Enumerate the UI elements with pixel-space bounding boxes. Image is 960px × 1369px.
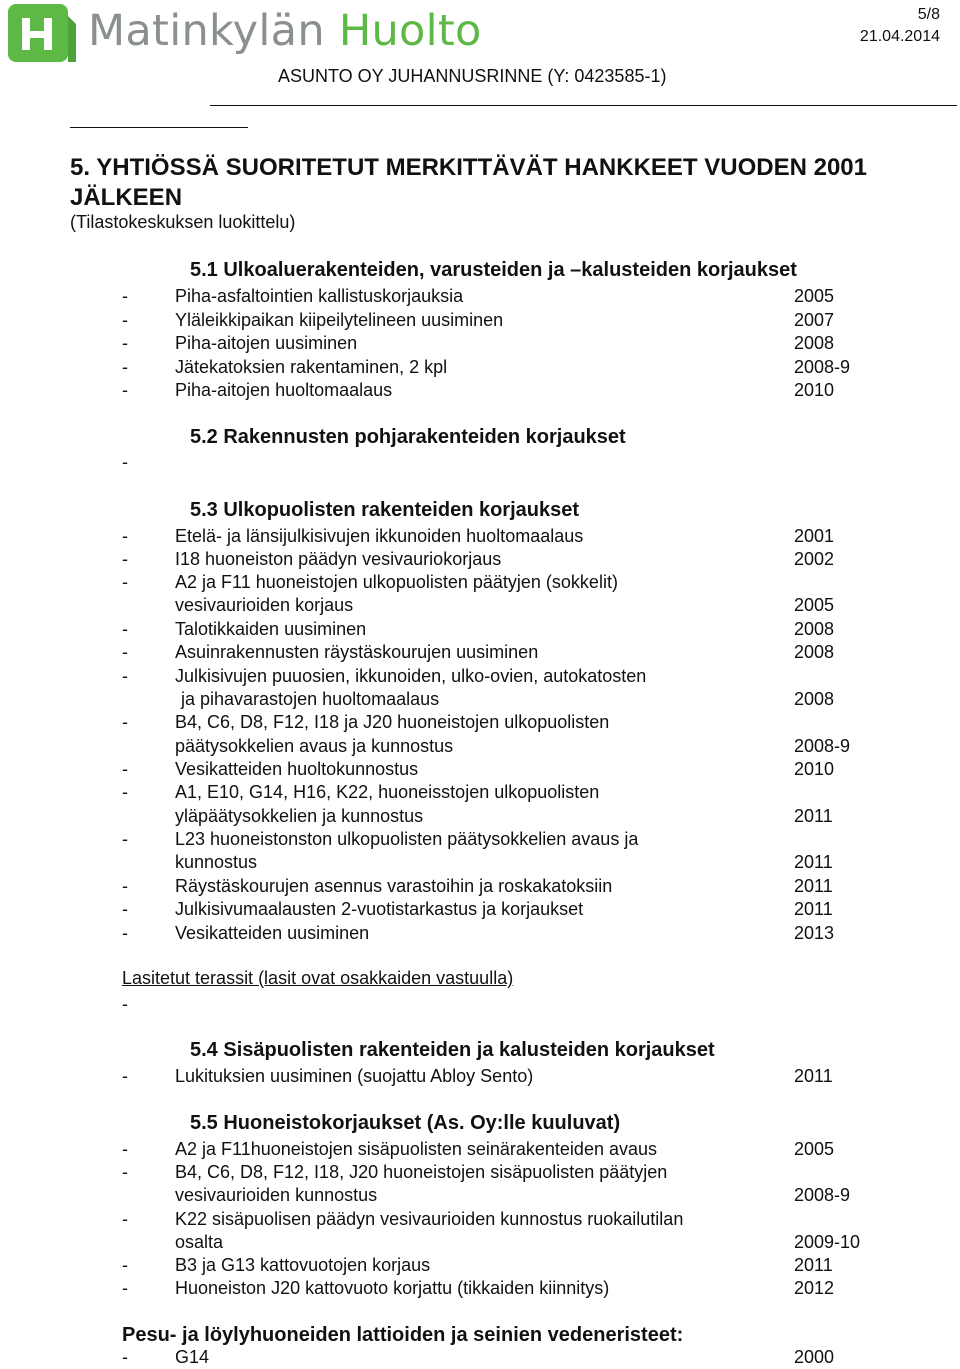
item-year: 2008 bbox=[794, 642, 835, 662]
terraces-note: Lasitetut terassit (lasit ovat osakkaiden vastuulla) bbox=[122, 968, 514, 988]
heading-5-5: 5.5 Huoneistokorjaukset (As. Oy:lle kuuluvat) bbox=[190, 1112, 621, 1134]
item-year: 2010 bbox=[794, 380, 835, 400]
bullet-dash: - bbox=[122, 666, 128, 686]
bullet-dash: - bbox=[122, 923, 128, 943]
item-year: 2002 bbox=[794, 549, 835, 569]
item-text: Piha-asfaltointien kallistuskorjauksia bbox=[175, 286, 464, 306]
bullet-dash: - bbox=[122, 876, 128, 896]
item-text: B4, C6, D8, F12, I18 ja J20 huoneistojen ulkopuolisten bbox=[175, 712, 610, 732]
empty-bullet-dash: - bbox=[122, 452, 128, 472]
heading-wet-rooms: Pesu- ja löylyhuoneiden lattioiden ja seinien vedeneristeet: bbox=[122, 1324, 684, 1346]
item-text: B4, C6, D8, F12, I18, J20 huoneistojen sisäpuolisten päätyjen bbox=[175, 1162, 668, 1182]
section-subtitle: (Tilastokeskuksen luokittelu) bbox=[70, 212, 296, 232]
item-year: 2009-10 bbox=[794, 1232, 861, 1252]
heading-5-3: 5.3 Ulkopuolisten rakenteiden korjaukset bbox=[190, 499, 580, 521]
item-text: yläpäätysokkelien ja kunnostus bbox=[175, 806, 424, 826]
item-text: A2 ja F11huoneistojen sisäpuolisten seinärakenteiden avaus bbox=[175, 1139, 657, 1159]
bullet-dash: - bbox=[122, 1066, 128, 1086]
item-text: K22 sisäpuolisen päädyn vesivaurioiden kunnostus ruokailutilan bbox=[175, 1209, 684, 1229]
item-year: 2012 bbox=[794, 1278, 835, 1298]
item-year: 2008 bbox=[794, 333, 835, 353]
bullet-dash: - bbox=[122, 526, 128, 546]
item-text: osalta bbox=[175, 1232, 224, 1252]
item-year: 2005 bbox=[794, 595, 835, 615]
item-text: Julkisivumaalausten 2-vuotistarkastus ja korjaukset bbox=[175, 899, 584, 919]
heading-5-2: 5.2 Rakennusten pohjarakenteiden korjaukset bbox=[190, 426, 626, 448]
item-text: Lukituksien uusiminen (suojattu Abloy Sento) bbox=[175, 1066, 534, 1086]
bullet-dash: - bbox=[122, 333, 128, 353]
item-text: Julkisivujen puuosien, ikkunoiden, ulko-ovien, autokatosten bbox=[175, 666, 647, 686]
item-text: I18 huoneiston päädyn vesivauriokorjaus bbox=[175, 549, 502, 569]
heading-5-4: 5.4 Sisäpuolisten rakenteiden ja kalusteiden korjaukset bbox=[190, 1039, 715, 1061]
item-year: 2007 bbox=[794, 310, 835, 330]
header-divider bbox=[210, 105, 957, 106]
bullet-dash: - bbox=[122, 1162, 128, 1182]
item-text: A2 ja F11 huoneistojen ulkopuolisten päätyjen (sokkelit) bbox=[175, 572, 618, 592]
brand-name bbox=[88, 6, 482, 56]
heading-5-1: 5.1 Ulkoaluerakenteiden, varusteiden ja –kalusteiden korjaukset bbox=[190, 259, 797, 281]
item-year: 2013 bbox=[794, 923, 835, 943]
item-year: 2011 bbox=[794, 876, 833, 896]
item-year: 2000 bbox=[794, 1347, 835, 1367]
item-text: Talotikkaiden uusiminen bbox=[175, 619, 367, 639]
empty-bullet-dash: - bbox=[122, 994, 128, 1014]
short-divider bbox=[70, 127, 248, 128]
item-text: B3 ja G13 kattovuotojen korjaus bbox=[175, 1255, 431, 1275]
bullet-dash: - bbox=[122, 1347, 128, 1367]
association-name: ASUNTO OY JUHANNUSRINNE (Y: 0423585-1) bbox=[278, 66, 667, 86]
company-logo bbox=[8, 4, 76, 64]
item-year: 2011 bbox=[794, 899, 833, 919]
item-text: G14 bbox=[175, 1347, 210, 1367]
bullet-dash: - bbox=[122, 1139, 128, 1159]
item-year: 2008 bbox=[794, 619, 835, 639]
brand-name-main: Matinkylän bbox=[88, 6, 339, 56]
item-text: Vesikatteiden huoltokunnostus bbox=[175, 759, 419, 779]
bullet-dash: - bbox=[122, 1255, 128, 1275]
item-text: L23 huoneistonston ulkopuolisten päätysokkelien avaus ja bbox=[175, 829, 639, 849]
item-text: Jätekatoksien rakentaminen, 2 kpl bbox=[175, 357, 448, 377]
bullet-dash: - bbox=[122, 829, 128, 849]
document-date: 21.04.2014 bbox=[859, 28, 940, 45]
item-year: 2008-9 bbox=[794, 357, 851, 377]
bullet-dash: - bbox=[122, 286, 128, 306]
bullet-dash: - bbox=[122, 357, 128, 377]
item-text: Vesikatteiden uusiminen bbox=[175, 923, 370, 943]
item-year: 2010 bbox=[794, 759, 835, 779]
item-year: 2001 bbox=[794, 526, 835, 546]
page-number: 5/8 bbox=[917, 6, 940, 23]
item-year: 2008-9 bbox=[794, 1185, 851, 1205]
bullet-dash: - bbox=[122, 642, 128, 662]
item-year: 2011 bbox=[794, 806, 833, 826]
item-year: 2011 bbox=[794, 852, 833, 872]
bullet-dash: - bbox=[122, 310, 128, 330]
item-text: päätysokkelien avaus ja kunnostus bbox=[175, 736, 454, 756]
item-text: Huoneiston J20 kattovuoto korjattu (tikkaiden kiinnitys) bbox=[175, 1278, 610, 1298]
section-title: 5. YHTIÖSSÄ SUORITETUT MERKITTÄVÄT HANKKEET VUODEN 2001 JÄLKEEN bbox=[70, 154, 867, 211]
item-text: kunnostus bbox=[175, 852, 258, 872]
item-text: Piha-aitojen uusiminen bbox=[175, 333, 358, 353]
bullet-dash: - bbox=[122, 619, 128, 639]
bullet-dash: - bbox=[122, 712, 128, 732]
bullet-dash: - bbox=[122, 380, 128, 400]
bullet-dash: - bbox=[122, 572, 128, 592]
item-year: 2011 bbox=[794, 1066, 833, 1086]
brand-name-accent: Huolto bbox=[338, 6, 482, 56]
item-text: Etelä- ja länsijulkisivujen ikkunoiden huoltomaalaus bbox=[175, 526, 584, 546]
bullet-dash: - bbox=[122, 782, 128, 802]
item-text: Räystäskourujen asennus varastoihin ja roskakatoksiin bbox=[175, 876, 613, 896]
item-text: Piha-aitojen huoltomaalaus bbox=[175, 380, 393, 400]
item-text: vesivaurioiden korjaus bbox=[175, 595, 354, 615]
bullet-dash: - bbox=[122, 899, 128, 919]
item-text: Yläleikkipaikan kiipeilytelineen uusiminen bbox=[175, 310, 504, 330]
item-text: vesivaurioiden kunnostus bbox=[175, 1185, 378, 1205]
page-info bbox=[860, 4, 940, 48]
item-year: 2005 bbox=[794, 1139, 835, 1159]
item-year: 2011 bbox=[794, 1255, 833, 1275]
item-text: ja pihavarastojen huoltomaalaus bbox=[181, 689, 440, 709]
bullet-dash: - bbox=[122, 1209, 128, 1229]
item-text: A1, E10, G14, H16, K22, huoneisstojen ulkopuolisten bbox=[175, 782, 600, 802]
item-year: 2005 bbox=[794, 286, 835, 306]
bullet-dash: - bbox=[122, 759, 128, 779]
bullet-dash: - bbox=[122, 1278, 128, 1298]
item-text: Asuinrakennusten räystäskourujen uusiminen bbox=[175, 642, 539, 662]
item-year: 2008 bbox=[794, 689, 835, 709]
item-year: 2008-9 bbox=[794, 736, 851, 756]
bullet-dash: - bbox=[122, 549, 128, 569]
